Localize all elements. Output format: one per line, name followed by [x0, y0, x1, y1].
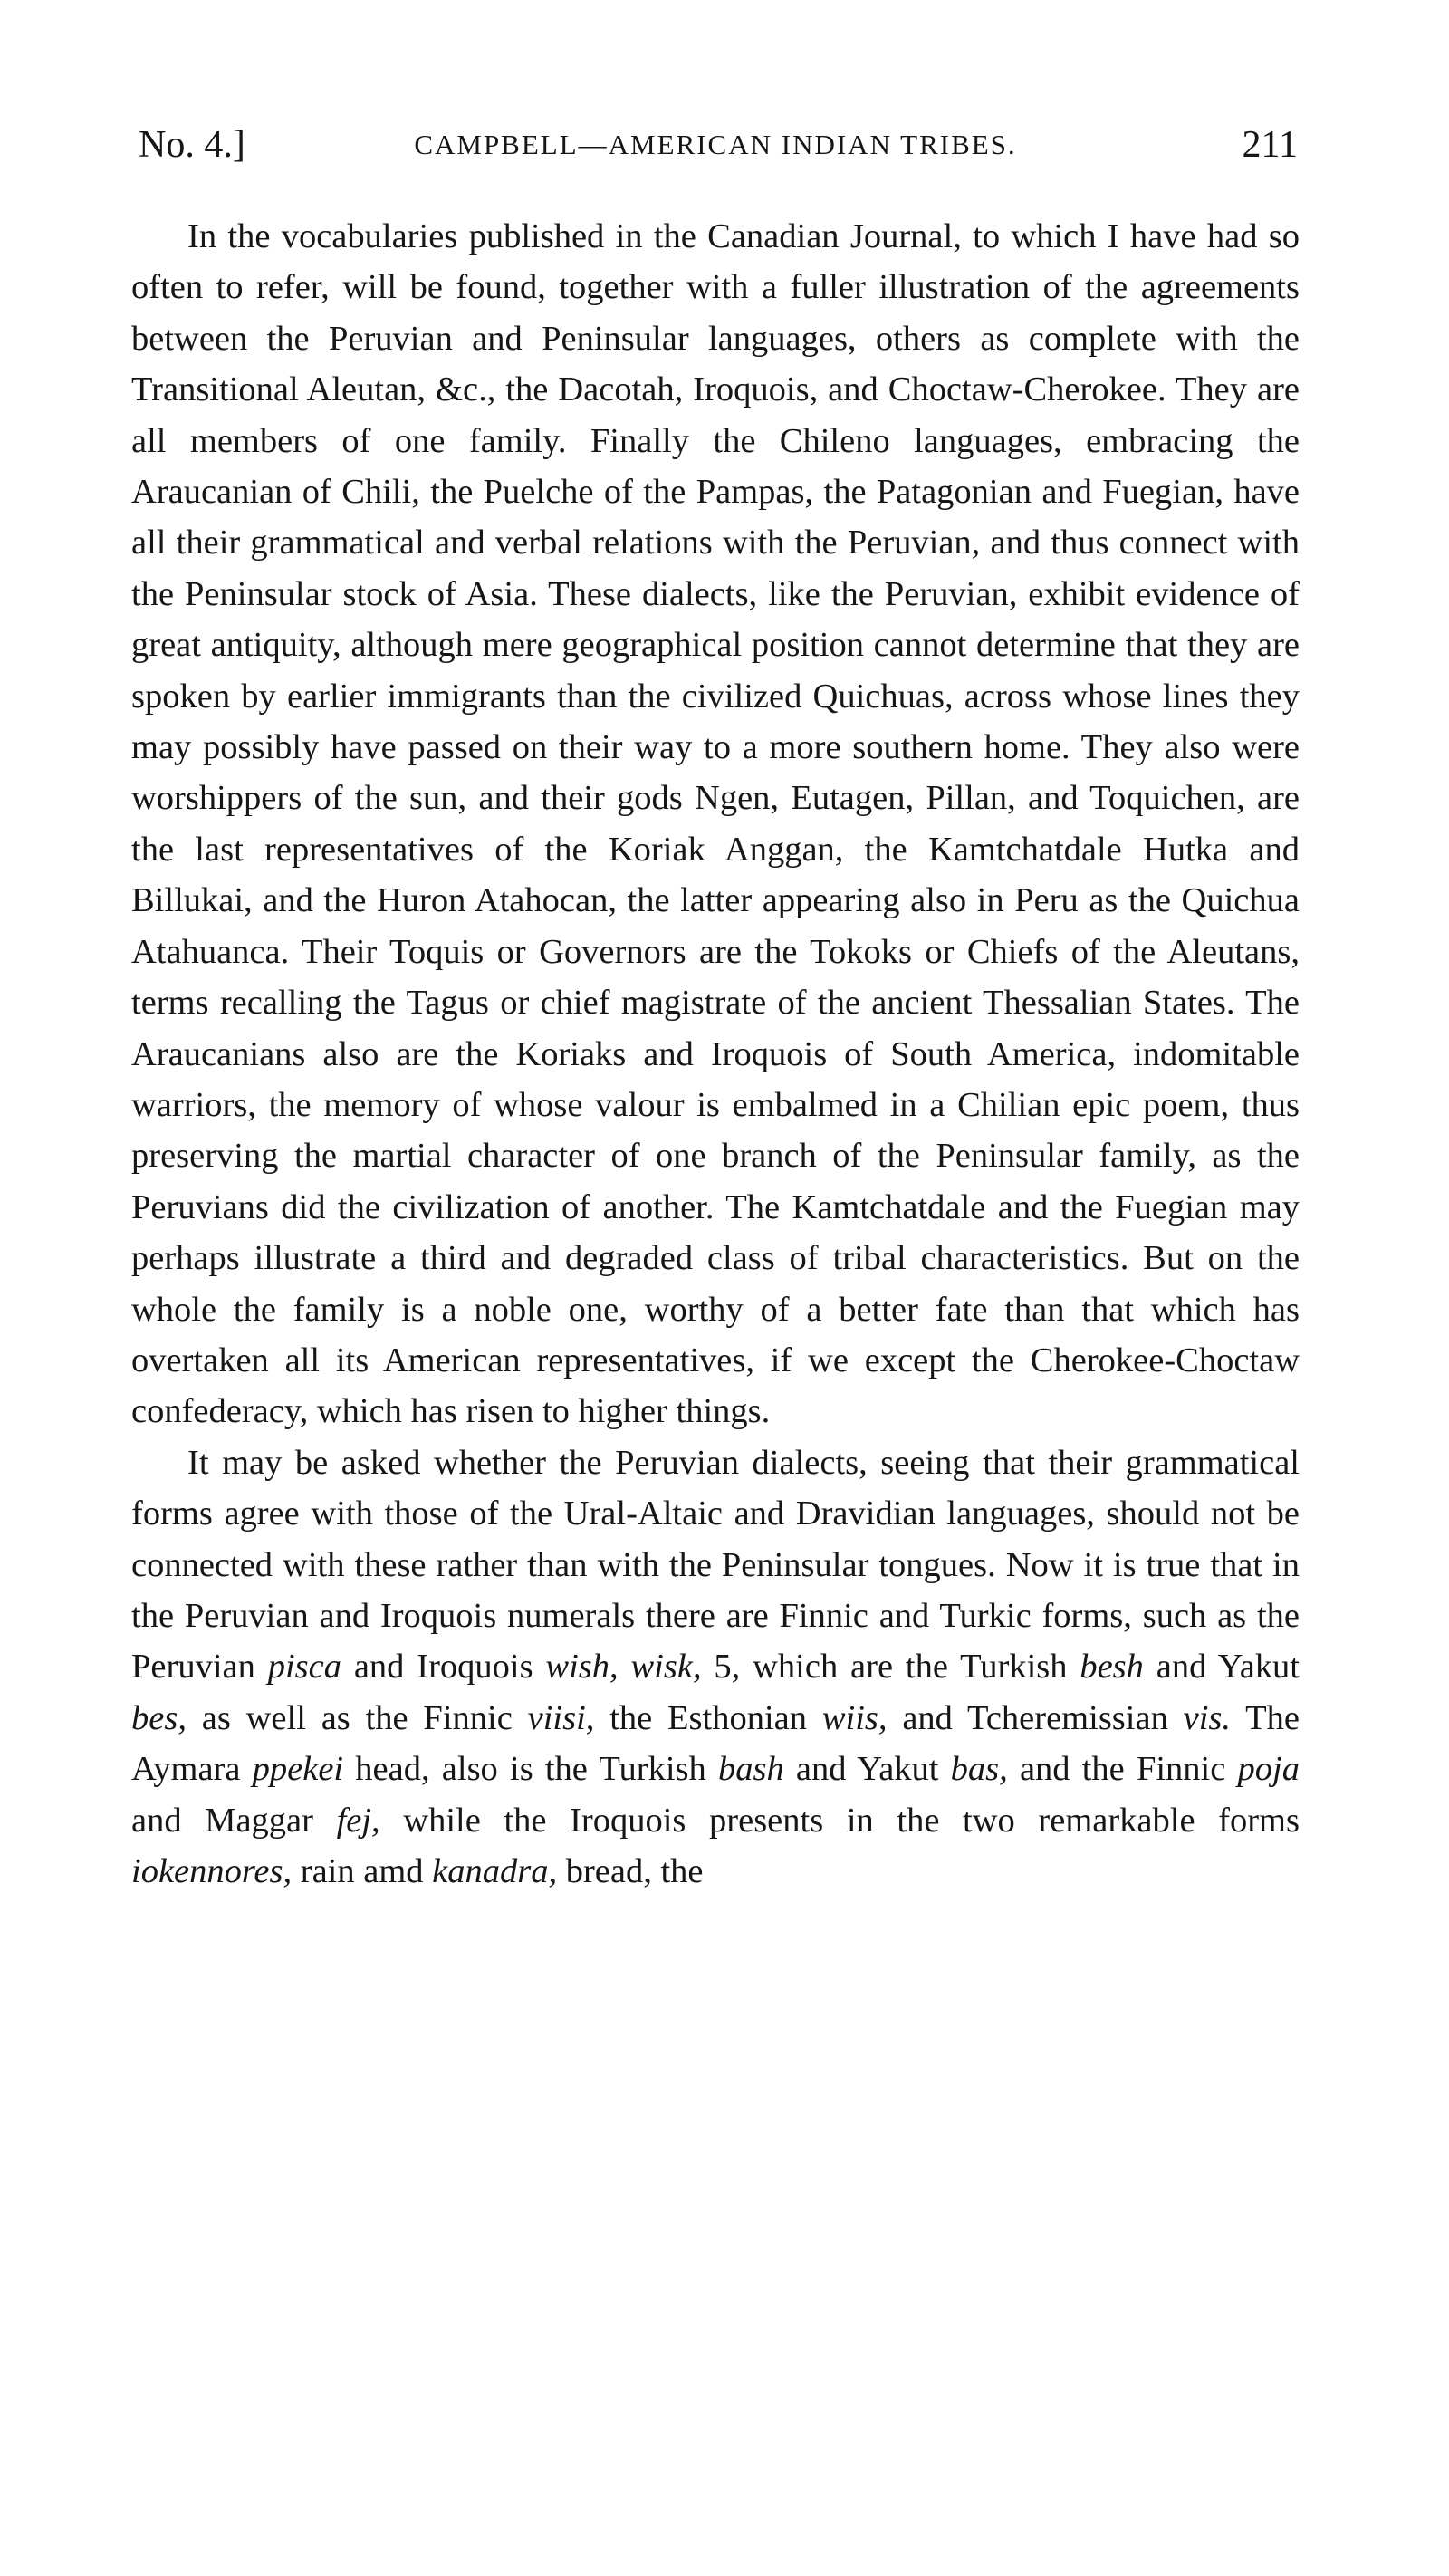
- running-head: [131, 118, 1300, 172]
- text-run: head, also is the Turkish: [343, 1750, 718, 1789]
- italic-term: wish, wisk,: [545, 1648, 702, 1687]
- paragraph: [131, 211, 1300, 1437]
- italic-term: bash: [717, 1750, 784, 1789]
- italic-term: bas,: [950, 1750, 1008, 1789]
- italic-term: bes,: [131, 1698, 187, 1737]
- page-number: 211: [1242, 124, 1298, 166]
- running-title: CAMPBELL—AMERICAN INDIAN TRIBES.: [414, 129, 1017, 160]
- italic-term: ppekei: [252, 1750, 344, 1789]
- italic-term: kanadra,: [432, 1852, 558, 1890]
- text-run: bread, the: [557, 1852, 704, 1890]
- italic-term: besh: [1080, 1648, 1144, 1687]
- paragraph: [131, 1437, 1300, 1898]
- text-run: rain amd: [292, 1852, 433, 1890]
- italic-term: vis.: [1183, 1698, 1232, 1737]
- text-run: and Tcheremissian: [887, 1698, 1184, 1737]
- italic-term: fej,: [336, 1801, 380, 1840]
- text-run: and Yakut: [783, 1750, 951, 1789]
- text-run: and Iroquois: [341, 1648, 546, 1687]
- body-text: [131, 211, 1300, 1897]
- text-run: and the Finnic: [1007, 1750, 1238, 1789]
- italic-term: viisi,: [527, 1698, 595, 1737]
- text-run: while the Iroquois presents in the two remarkable forms: [379, 1801, 1300, 1840]
- italic-term: poja: [1237, 1750, 1300, 1789]
- italic-term: iokennores,: [131, 1852, 293, 1890]
- text-run: as well as the Finnic: [186, 1698, 528, 1737]
- text-run: the Esthonian: [594, 1698, 822, 1737]
- italic-term: pisca: [267, 1648, 341, 1687]
- text-run: 5, which are the Turkish: [701, 1648, 1080, 1687]
- text-run: and Yakut: [1143, 1648, 1300, 1687]
- text-run: and Maggar: [131, 1801, 337, 1840]
- issue-number: No. 4.]: [139, 124, 245, 166]
- italic-term: wiis,: [821, 1698, 888, 1737]
- text-run: It may be asked whether the Peruvian dialects, seeing that their grammatical forms agree with those of the Ural-Altaic and Dravidian languages, should not be connected with these rather than with the Peninsular tongues. Now it is true that in the Peruvian and Iroquois numerals there are Finnic and Turkic forms, such as the Peruvian: [131, 1443, 1300, 1687]
- page: [131, 118, 1300, 1897]
- text-run: In the vocabularies published in the Canadian Journal, to which I have had so often to refer, will be found, together with a fuller illustration of the agreements between the Peruvian and Peninsular languages, others as complete with the Transitional Aleutan, &c., the Dacotah, Iroquois, and Choctaw-Cherokee. They are all members of one family. Finally the Chileno languages, embracing the Araucanian of Chili, the Puelche of the Pampas, the Patagonian and Fuegian, have all their grammatical and verbal relations with the Peruvian, and thus connect with the Peninsular stock of Asia. These dialects, like the Peruvian, exhibit evidence of great antiquity, although mere geographical position cannot determine that they are spoken by earlier immigrants than the civilized Quichuas, across whose lines they may possibly have passed on their way to a more southern home. They also were worshippers of the sun, and their gods Ngen, Eutagen, Pillan, and Toquichen, are the last representatives of the Koriak Anggan, the Kamtchatdale Hutka and Billukai, and the Huron Atahocan, the latter appearing also in Peru as the Quichua Atahuanca. Their Toquis or Governors are the Tokoks or Chiefs of the Aleutans, terms recalling the Tagus or chief magistrate of the ancient Thessalian States. The Araucanians also are the Koriaks and Iroquois of South America, indomitable warriors, the memory of whose valour is embalmed in a Chilian epic poem, thus preserving the martial character of one branch of the Peninsular family, as the Peruvians did the civilization of another. The Kamtchatdale and the Fuegian may perhaps illustrate a third and degraded class of tribal characteristics. But on the whole the family is a noble one, worthy of a better fate than that which has overtaken all its American representatives, if we except the Cherokee-Choctaw confederacy, which has risen to higher things.: [131, 217, 1300, 1431]
- text-run: The Aymara: [131, 1698, 1300, 1789]
